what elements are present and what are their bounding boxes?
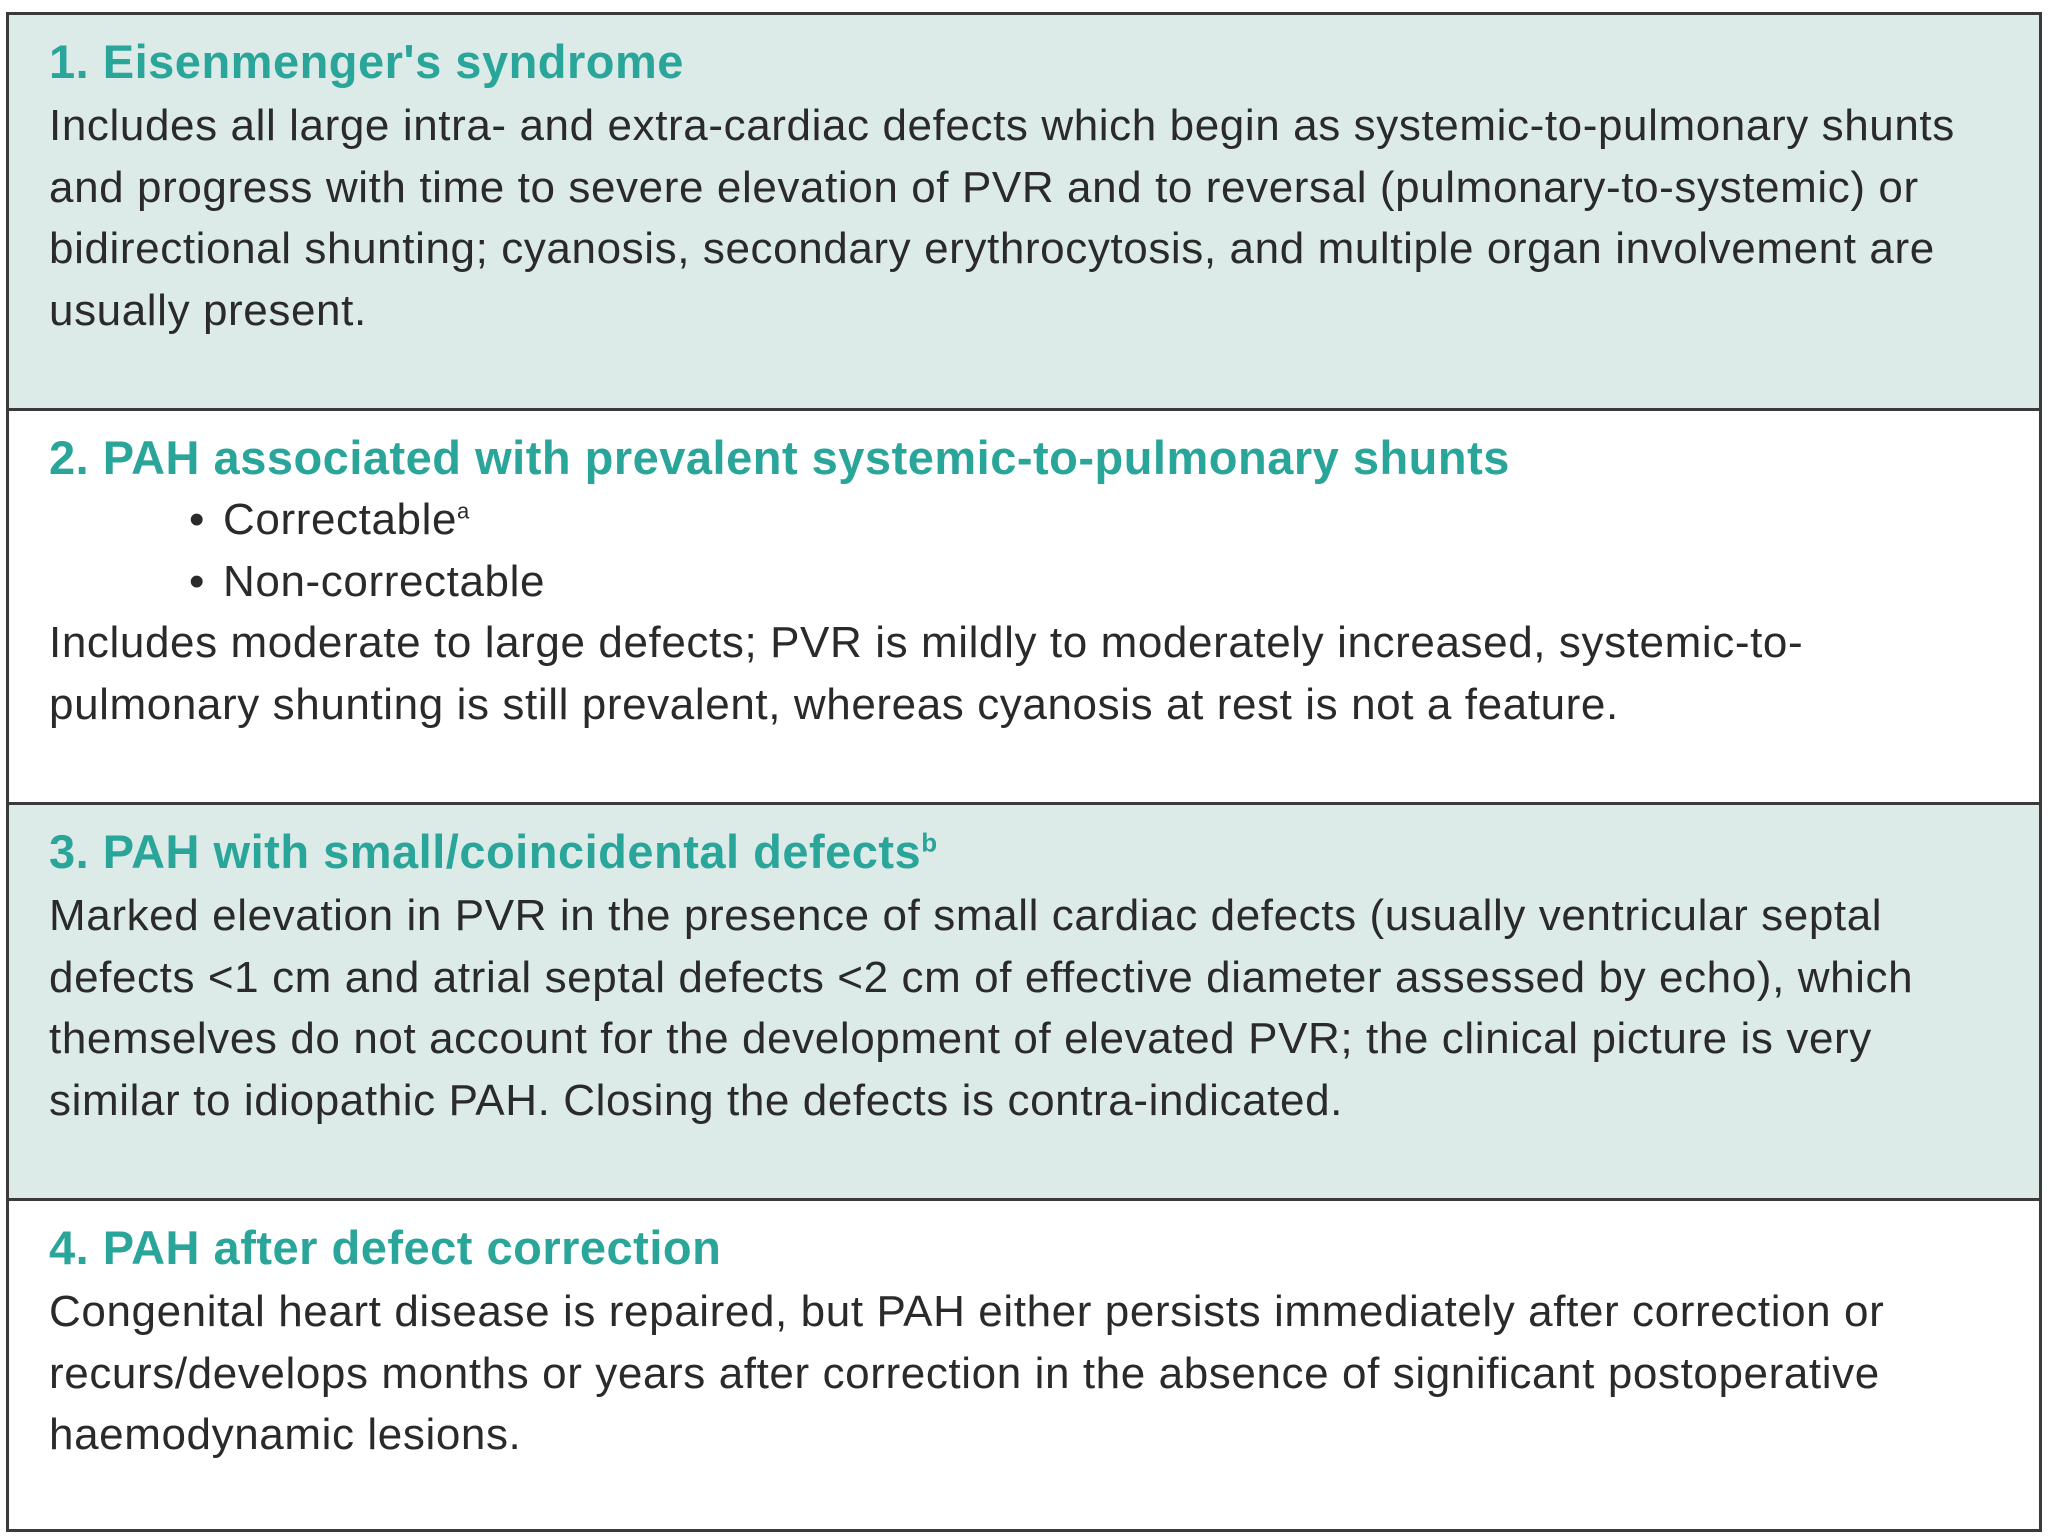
- classification-table: [6, 12, 2042, 1532]
- section-title-row: [49, 823, 1999, 881]
- section-description: Marked elevation in PVR in the presence of small cardiac defects (usually ventricular septal defects <1 cm and atrial septal defects <2 cm of effective diameter assessed by echo), which themselves do not account for the development of elevated PVR; the clinical picture is very similar to idiopathic PAH. Closing the defects is contra-indicated.: [49, 891, 1914, 1125]
- bullet-icon: •: [189, 495, 206, 544]
- section-title: 2. PAH associated with prevalent systemic-to-pulmonary shunts: [49, 431, 1510, 484]
- section-title: 1. Eisenmenger's syndrome: [49, 35, 684, 88]
- section-description: Congenital heart disease is repaired, but PAH either persists immediately after correction or recurs/develops months or years after correction in the absence of significant postoperative haemodynamic lesions.: [49, 1287, 1885, 1459]
- list-item: [189, 489, 1999, 551]
- footnote-marker: a: [457, 498, 470, 524]
- section-description: Includes moderate to large defects; PVR is mildly to moderately increased, systemic-to-pulmonary shunting is still prevalent, whereas cyanosis at rest is not a feature.: [49, 618, 1804, 729]
- section-title: 4. PAH after defect correction: [49, 1221, 722, 1274]
- list-item-text: Non-correctable: [223, 556, 546, 606]
- section-description: Includes all large intra- and extra-cardiac defects which begin as systemic-to-pulmonary shunts and progress with time to severe elevation of PVR and to reversal (pulmonary-to-systemic) or bidirectional shunting; cyanosis, secondary erythrocytosis, and multiple organ involvement are usually present.: [49, 101, 1955, 335]
- list-item: [189, 551, 1999, 613]
- footnote-marker: b: [921, 827, 938, 858]
- section-eisenmenger: [9, 15, 2039, 411]
- section-after-correction: [9, 1201, 2039, 1529]
- list-item-text: Correctable: [223, 495, 458, 544]
- section-small-defects: [9, 805, 2039, 1201]
- bullet-icon: •: [189, 556, 206, 606]
- section-title: 3. PAH with small/coincidental defects: [49, 825, 922, 878]
- bullet-list: [49, 489, 1999, 612]
- section-prevalent-shunts: [9, 411, 2039, 805]
